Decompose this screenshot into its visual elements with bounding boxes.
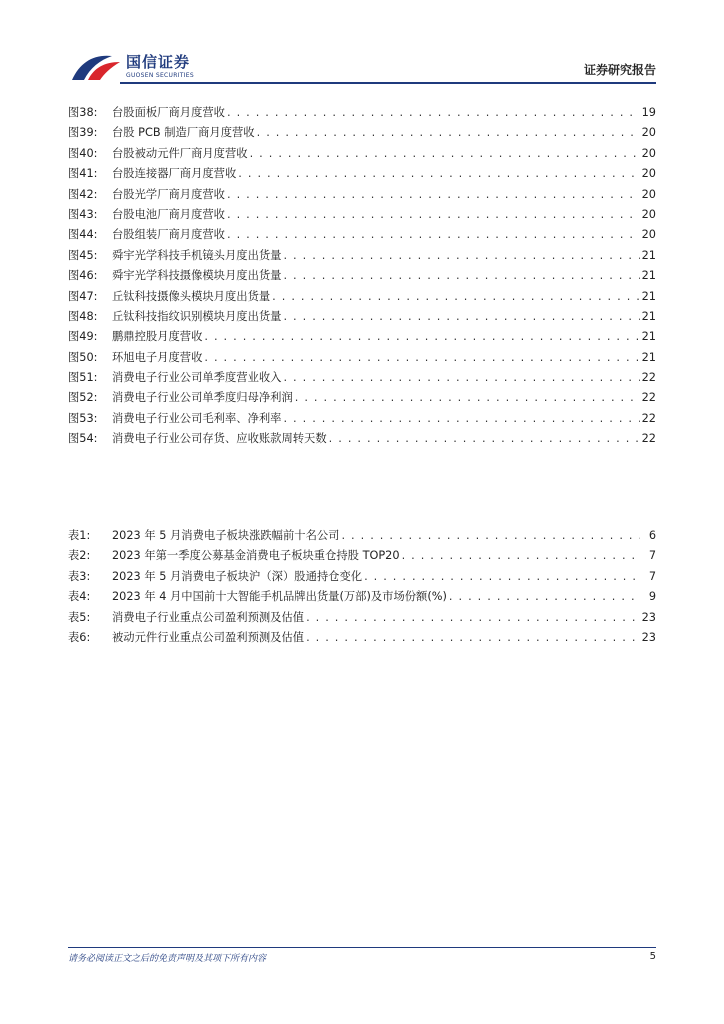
figure-page-number: 21 <box>641 309 656 323</box>
footer-divider <box>68 947 656 948</box>
table-number: 表5: <box>68 610 91 624</box>
figure-title: 消费电子行业公司毛利率、净利率 <box>112 411 282 425</box>
figure-number: 图38: <box>68 106 98 119</box>
figure-number: 图53: <box>68 411 98 425</box>
figure-page-number: 22 <box>641 432 656 446</box>
figure-entry[interactable] <box>68 144 656 164</box>
figure-page-number: 21 <box>641 289 656 303</box>
figure-title: 台股被动元件厂商月度营收 <box>112 146 248 160</box>
dot-leader <box>283 246 639 266</box>
figure-page-number: 20 <box>641 126 656 140</box>
figure-number: 图39: <box>68 126 98 140</box>
figure-number: 图46: <box>68 269 98 283</box>
page-number: 5 <box>649 951 656 962</box>
figure-title: 消费电子行业公司单季度归母净利润 <box>112 391 293 405</box>
table-page-number: 9 <box>648 590 656 604</box>
figure-entry[interactable] <box>68 225 656 245</box>
figure-title: 台股面板厂商月度营收 <box>112 106 225 119</box>
figure-page-number: 22 <box>641 371 656 385</box>
table-title: 2023 年 5 月消费电子板块沪（深）股通持仓变化 <box>112 569 363 583</box>
figure-title: 台股光学厂商月度营收 <box>112 187 225 201</box>
table-number: 表6: <box>68 630 91 644</box>
figure-number: 图48: <box>68 309 98 323</box>
figure-entry[interactable] <box>68 205 656 225</box>
figure-entry[interactable] <box>68 307 656 327</box>
logo-text-cn: 国信证券 <box>126 53 191 71</box>
guosen-logo-icon <box>70 50 122 86</box>
table-entry[interactable] <box>68 567 656 587</box>
figure-title: 鹏鼎控股月度营收 <box>112 330 203 344</box>
figure-page-number: 19 <box>641 106 656 119</box>
dot-leader <box>204 348 639 368</box>
figure-page-number: 22 <box>641 391 656 405</box>
figure-page-number: 21 <box>641 330 656 344</box>
table-title: 2023 年 4 月中国前十大智能手机品牌出货量(万部)及市场份额(%) <box>112 590 447 604</box>
dot-leader <box>283 307 639 327</box>
table-list <box>68 526 656 648</box>
dot-leader <box>283 266 639 286</box>
dot-leader <box>227 225 640 245</box>
dot-leader <box>449 587 640 607</box>
figure-title: 台股 PCB 制造厂商月度营收 <box>112 126 255 140</box>
table-number: 表4: <box>68 590 91 604</box>
page-header <box>0 0 724 90</box>
figure-page-number: 21 <box>641 248 656 262</box>
logo-text-en: GUOSEN SECURITIES <box>126 72 195 79</box>
figure-title: 消费电子行业公司单季度营业收入 <box>112 371 282 385</box>
figure-title: 台股组装厂商月度营收 <box>112 228 225 242</box>
figure-number: 图43: <box>68 207 98 221</box>
figure-page-number: 22 <box>641 411 656 425</box>
table-page-number: 23 <box>641 610 656 624</box>
table-title: 2023 年第一季度公募基金消费电子板块重仓持股 TOP20 <box>112 549 400 563</box>
figure-number: 图51: <box>68 371 98 385</box>
table-page-number: 7 <box>648 549 656 563</box>
figure-page-number: 20 <box>641 207 656 221</box>
figure-number: 图41: <box>68 167 98 181</box>
dot-leader <box>306 628 640 648</box>
report-type-label: 证券研究报告 <box>583 63 656 77</box>
table-entry[interactable] <box>68 546 656 566</box>
table-entry[interactable] <box>68 608 656 628</box>
figure-title: 环旭电子月度营收 <box>112 350 203 364</box>
table-entry[interactable] <box>68 526 656 546</box>
figure-entry[interactable] <box>68 287 656 307</box>
figure-entry[interactable] <box>68 409 656 429</box>
dot-leader <box>227 185 640 205</box>
dot-leader <box>204 327 639 347</box>
figure-entry[interactable] <box>68 327 656 347</box>
dot-leader <box>364 567 640 587</box>
dot-leader <box>272 287 639 307</box>
figure-entry[interactable] <box>68 368 656 388</box>
figure-entry[interactable] <box>68 103 656 123</box>
figure-entry[interactable] <box>68 388 656 408</box>
figure-number: 图52: <box>68 391 98 405</box>
footer-disclaimer: 请务必阅读正文之后的免责声明及其项下所有内容 <box>68 954 267 964</box>
figure-number: 图50: <box>68 350 98 364</box>
dot-leader <box>227 103 640 123</box>
figure-title: 丘钛科技指纹识别模块月度出货量 <box>112 309 282 323</box>
guosen-logo <box>70 50 210 86</box>
figure-number: 图40: <box>68 146 98 160</box>
header-divider <box>120 82 656 84</box>
dot-leader <box>341 526 640 546</box>
figure-entry[interactable] <box>68 266 656 286</box>
figure-entry[interactable] <box>68 348 656 368</box>
table-entry[interactable] <box>68 587 656 607</box>
figure-page-number: 21 <box>641 269 656 283</box>
dot-leader <box>227 205 640 225</box>
dot-leader <box>257 123 640 143</box>
table-number: 表2: <box>68 549 91 563</box>
table-title: 被动元件行业重点公司盈利预测及估值 <box>112 630 305 644</box>
dot-leader <box>402 546 640 566</box>
dot-leader <box>238 164 639 184</box>
figure-title: 消费电子行业公司存货、应收账款周转天数 <box>112 432 327 446</box>
dot-leader <box>250 144 640 164</box>
figure-number: 图49: <box>68 330 98 344</box>
figure-title: 台股电池厂商月度营收 <box>112 207 225 221</box>
table-page-number: 23 <box>641 630 656 644</box>
table-number: 表1: <box>68 529 91 542</box>
figure-page-number: 20 <box>641 167 656 181</box>
dot-leader <box>329 429 640 449</box>
figure-page-number: 20 <box>641 146 656 160</box>
figure-number: 图45: <box>68 248 98 262</box>
figure-title: 丘钛科技摄像头模块月度出货量 <box>112 289 271 303</box>
dot-leader <box>283 368 639 388</box>
table-number: 表3: <box>68 569 91 583</box>
figure-entry[interactable] <box>68 164 656 184</box>
figure-page-number: 20 <box>641 228 656 242</box>
figure-page-number: 21 <box>641 350 656 364</box>
table-title: 2023 年 5 月消费电子板块涨跌幅前十名公司 <box>112 529 340 542</box>
table-page-number: 7 <box>648 569 656 583</box>
table-entry[interactable] <box>68 628 656 648</box>
dot-leader <box>295 388 640 408</box>
figure-title: 舜宇光学科技摄像模块月度出货量 <box>112 269 282 283</box>
figure-number: 图42: <box>68 187 98 201</box>
figure-number: 图47: <box>68 289 98 303</box>
figure-number: 图44: <box>68 228 98 242</box>
dot-leader <box>306 608 640 628</box>
figure-entry[interactable] <box>68 246 656 266</box>
figure-list <box>68 103 656 450</box>
figure-title: 台股连接器厂商月度营收 <box>112 167 237 181</box>
figure-title: 舜宇光学科技手机镜头月度出货量 <box>112 248 282 262</box>
figure-entry[interactable] <box>68 185 656 205</box>
dot-leader <box>283 409 639 429</box>
table-title: 消费电子行业重点公司盈利预测及估值 <box>112 610 305 624</box>
figure-entry[interactable] <box>68 429 656 449</box>
figure-page-number: 20 <box>641 187 656 201</box>
figure-number: 图54: <box>68 432 98 446</box>
figure-entry[interactable] <box>68 123 656 143</box>
table-page-number: 6 <box>648 529 656 542</box>
